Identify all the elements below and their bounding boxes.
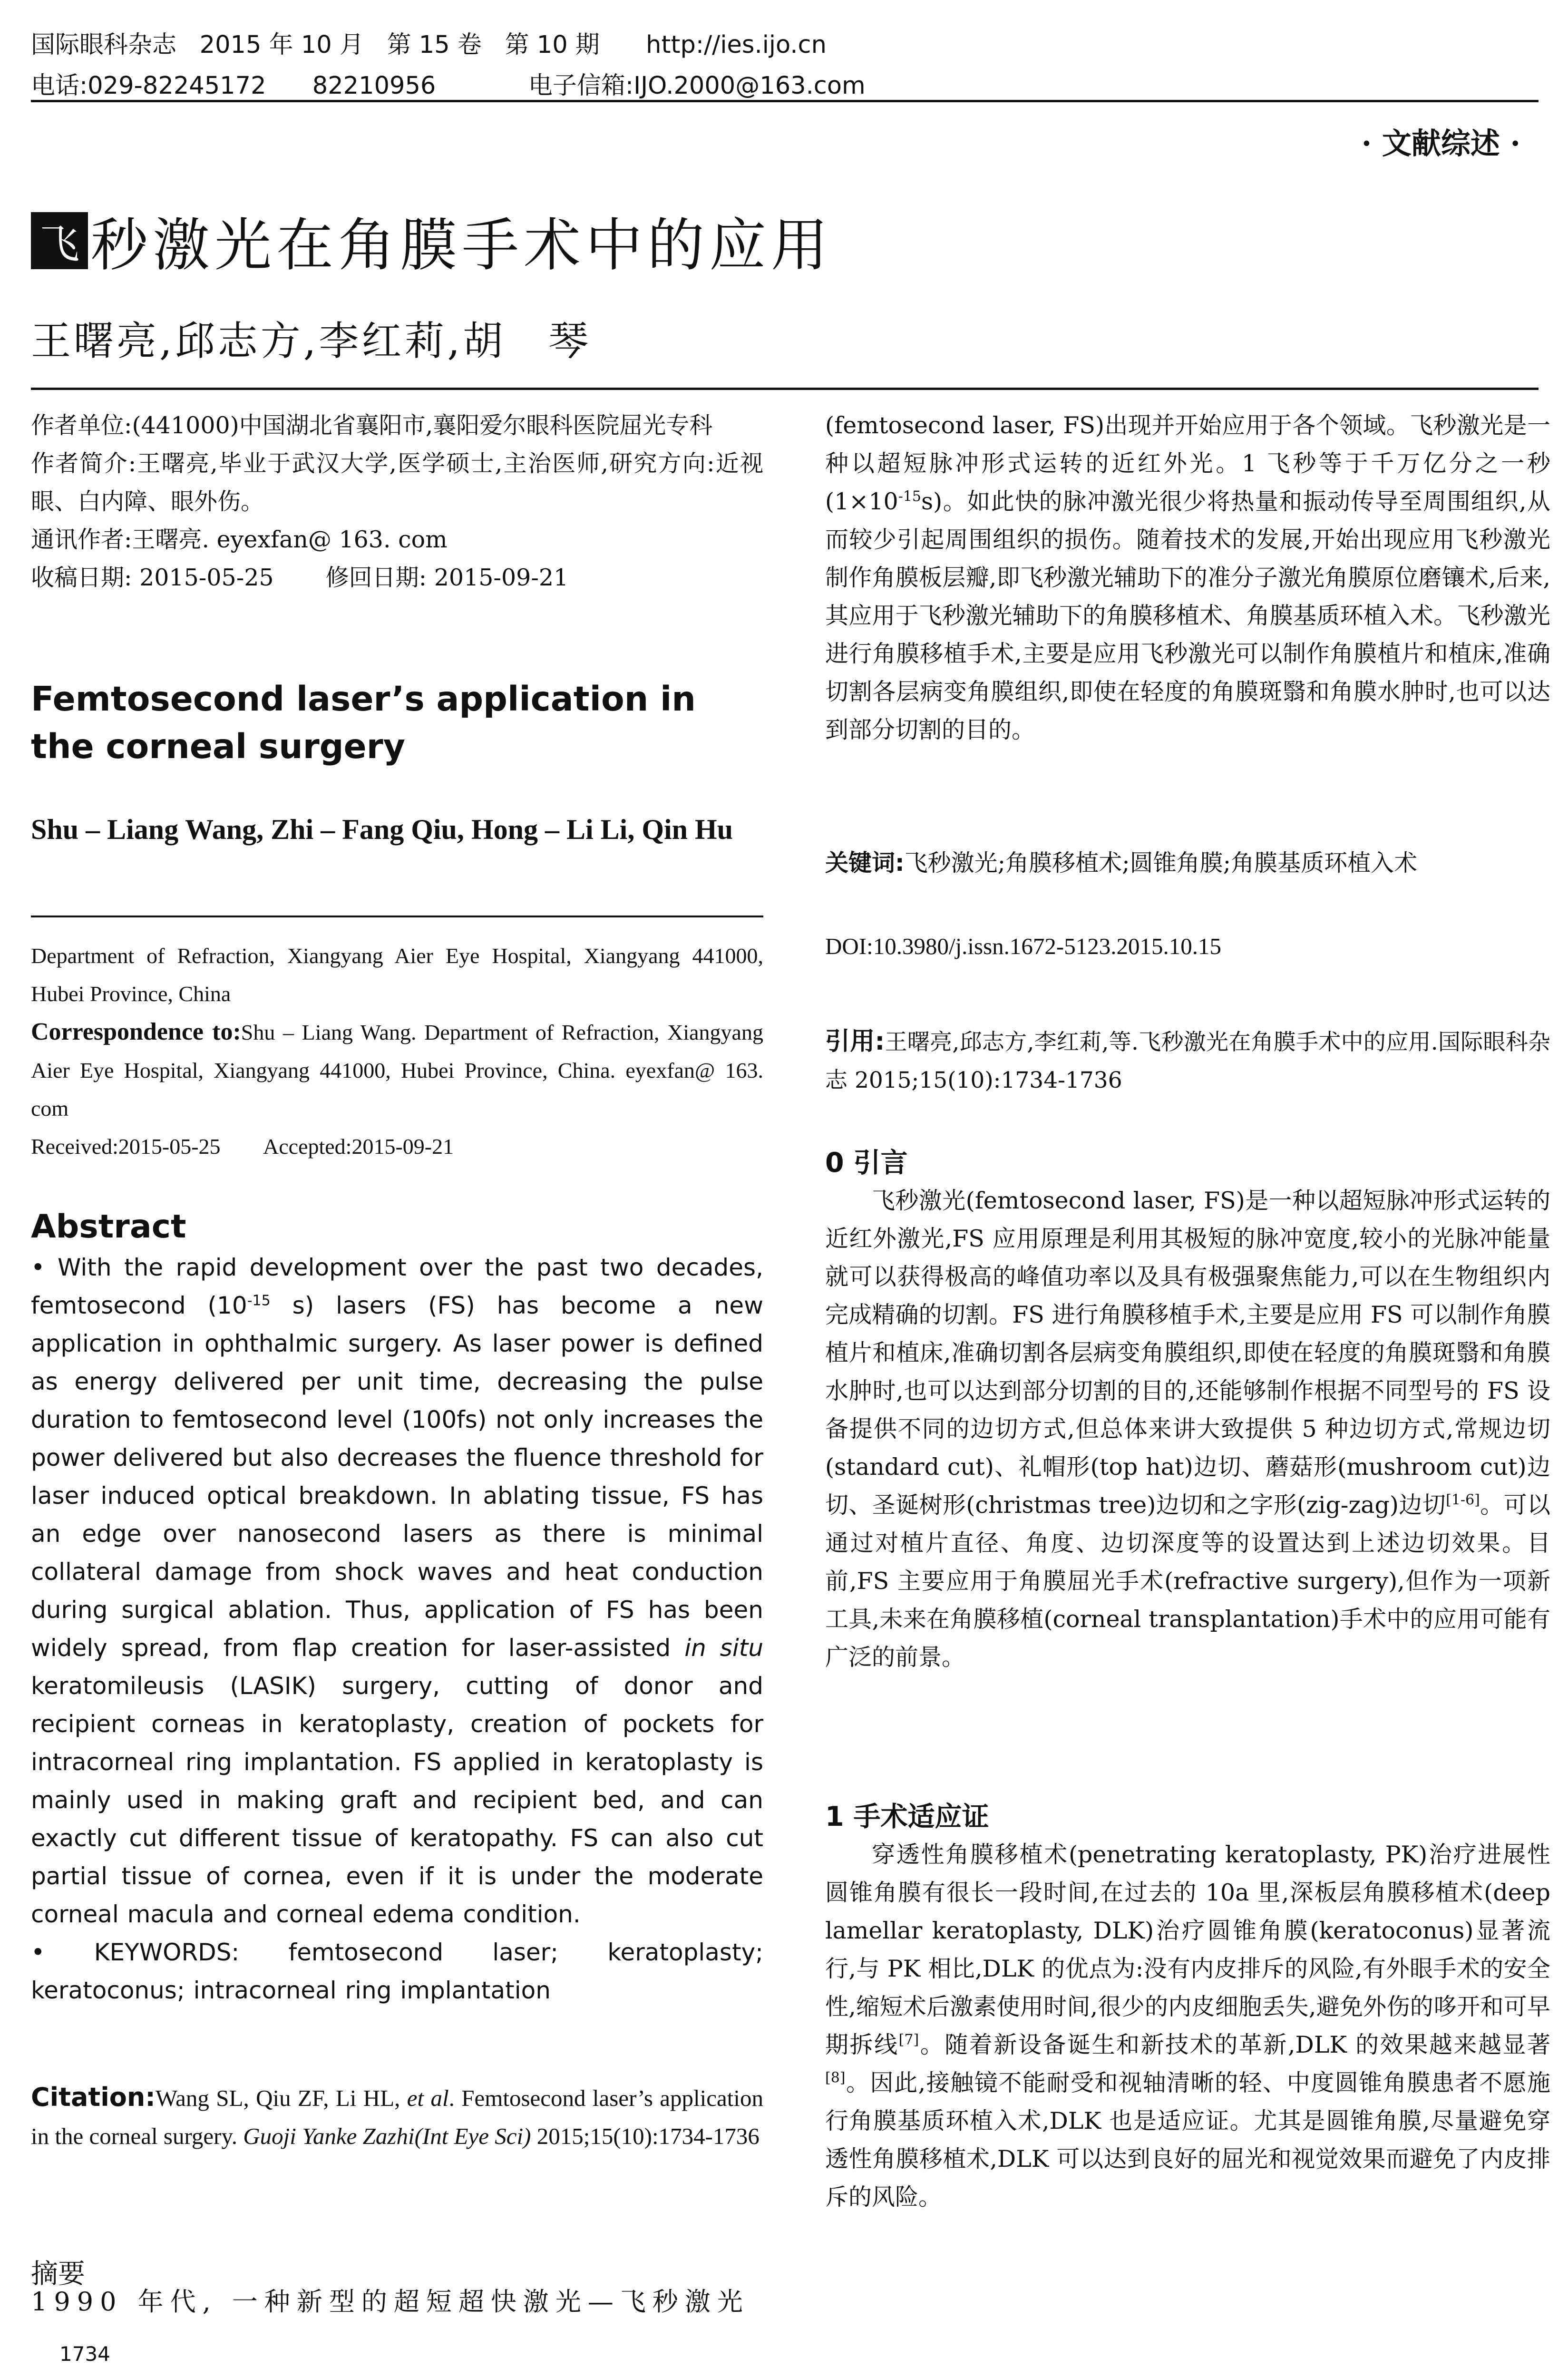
header-rule: [31, 100, 1539, 102]
section-1-heading: 1 手术适应证: [825, 1801, 989, 1832]
authors-rule: [31, 388, 1539, 390]
english-authors: Shu – Liang Wang, Zhi – Fang Qiu, Hong – Li Li, Qin Hu: [31, 814, 733, 845]
authors-chinese: 王曙亮,邱志方,李红莉,胡 琴: [31, 318, 592, 364]
received-dates-cn: 收稿日期: 2015-05-25 修回日期: 2015-09-21: [31, 564, 569, 591]
chinese-abstract-part-a: (femtosecond laser, FS)出现并开始应用于各个领域。飞秒激光是一种以超短脉冲形式运转的近红外光。1 飞秒等于千万亿分之一秒(1×10: [825, 412, 1550, 515]
section-1-part-a: 穿透性角膜移植术(penetrating keratoplasty, PK)治疗进展性圆锥角膜有很长一段时间,在过去的 10a 里,深板层角膜移植术(deep lamellar keratoplasty, DLK)治疗圆锥角膜(keratoconus)显著流行,与 PK 相比,DLK 的优点为:没有内皮排斥的风险,有外眼手术的安全性,缩短术后激素使用时间,很少的内皮细胞丢失,避免外伤的哆开和可早期拆线: [825, 1841, 1550, 2058]
chinese-keywords: [825, 844, 1550, 882]
chinese-citation: [825, 1023, 1550, 1100]
citation-journal: Guoji Yanke Zazhi(Int Eye Sci): [243, 2123, 531, 2149]
author-bio: 作者简介:王曙亮,毕业于武汉大学,医学硕士,主治医师,研究方向:近视眼、白内障、眼外伤。: [31, 450, 763, 515]
chinese-abstract-text: [825, 407, 1550, 749]
keywords-text: 飞秒激光;角膜移植术;圆锥角膜;角膜基质环植入术: [904, 849, 1418, 877]
english-title: Femtosecond laser’s application in the corneal surgery: [31, 679, 696, 766]
section-1-part-c: 。因此,接触镜不能耐受和视轴清晰的轻、中度圆锥角膜患者不愿施行角膜基质环植入术,DLK 也是适应证。尤其是圆锥角膜,尽量避免穿透性角膜移植术,DLK 可以达到良好的屈光和视觉效果而避免了内皮排斥的风险。: [825, 2069, 1550, 2211]
section-introduction: [825, 1144, 1550, 1676]
abstract-text: [31, 1248, 763, 1933]
cite-label: 引用:: [825, 1027, 885, 1056]
doi: DOI:10.3980/j.issn.1672-5123.2015.10.15: [825, 933, 1221, 959]
chinese-abstract-part-b: s)。如此快的脉冲激光很少将热量和振动传导至周围组织,从而较少引起周围组织的损伤。随着技术的发展,开始出现应用飞秒激光制作角膜板层瓣,即飞秒激光辅助下的准分子激光角膜原位磨镶术,后来,其应用于飞秒激光辅助下的角膜移植术、角膜基质环植入术。飞秒激光进行角膜移植手术,主要是应用飞秒激光可以制作角膜植片和植床,准确切割各层病变角膜组织,即使在轻度的角膜斑翳和角膜水肿时,也可以达到部分切割的目的。: [825, 488, 1550, 743]
english-affiliation-block: [31, 937, 763, 1166]
abstract-keywords: • KEYWORDS: femtosecond laser; keratoplasty; keratoconus; intracorneal ring implantation: [31, 1939, 763, 2004]
correspondence-label: Correspondence to:: [31, 1018, 241, 1045]
section-0-body: [825, 1182, 1550, 1676]
citation-etal: et al: [407, 2085, 449, 2111]
abstract-body: [31, 1248, 763, 2009]
chinese-abstract-superscript: -15: [898, 488, 922, 505]
section-0-ref: [1-6]: [1446, 1491, 1480, 1509]
chinese-abstract-heading: 摘要: [31, 2258, 85, 2289]
journal-header-line1: 国际眼科杂志 2015 年 10 月 第 15 卷 第 10 期 http://ies.ijo.cn: [31, 31, 827, 59]
english-authors-rule: [31, 916, 763, 917]
affiliation-unit: 作者单位:(441000)中国湖北省襄阳市,襄阳爱尔眼科医院屈光专科: [31, 412, 713, 439]
section-1-ref-7: [7]: [898, 2031, 919, 2048]
citation-part-b: . Femtosecond laser’s application in the corneal surgery.: [31, 2085, 763, 2149]
chinese-abstract-start: 1990 年代, 一种新型的超短超快激光—飞秒激光: [31, 2287, 750, 2317]
article-title: [31, 200, 833, 282]
section-1-part-b: 。随着新设备诞生和新技术的革新,DLK 的效果越来越显著: [919, 2031, 1550, 2058]
corresponding-author: 通讯作者:王曙亮. eyexfan@ 163. com: [31, 526, 448, 553]
citation-part-a: Wang SL, Qiu ZF, Li HL,: [155, 2085, 407, 2111]
section-tag: · 文献综述 ·: [1361, 126, 1520, 161]
citation-part-c: 2015;15(10):1734-1736: [531, 2123, 760, 2149]
correspondence: [31, 1013, 763, 1128]
section-0-heading: 0 引言: [825, 1147, 908, 1179]
abstract-part-c: keratomileusis (LASIK) surgery, cutting of donor and recipient corneas in keratoplasty, creation of pockets for intracorneal ring implantation. FS applied in keratoplasty is mainly used in making graft and recipient bed, and can exactly cut different tissue of keratopathy. FS can also cut partial tissue of cornea, even if it is under the moderate corneal macula and corneal edema condition.: [31, 1672, 763, 1928]
chinese-abstract-continued: [825, 407, 1550, 749]
section-0-part-b: 。可以通过对植片直径、角度、边切深度等的设置达到上述边切效果。目前,FS 主要应用于角膜屈光手术(refractive surgery),但作为一项新工具,未来在角膜移植(corneal transplantation)手术中的应用可能有广泛的前景。: [825, 1491, 1550, 1671]
abstract-heading: Abstract: [31, 1208, 186, 1246]
correspondence-text: Shu – Liang Wang. Department of Refraction, Xiangyang Aier Eye Hospital, Xiangyang 441000, Hubei Province, China. eyexfan@ 163. com: [31, 1020, 763, 1120]
english-affiliation: Department of Refraction, Xiangyang Aier Eye Hospital, Xiangyang 441000, Hubei Province, China: [31, 944, 763, 1006]
title-text: 秒激光在角膜手术中的应用: [91, 213, 833, 279]
citation-label: Citation:: [31, 2082, 156, 2112]
keywords-label: 关键词:: [825, 849, 905, 877]
abstract-part-b: s) lasers (FS) has become a new application in ophthalmic surgery. As laser power is defined as energy delivered per unit time, decreasing the pulse duration to femtosecond level (100fs) not only increases the power delivered but also decreases the fluence threshold for laser induced optical breakdown. In ablating tissue, FS has an edge over nanosecond lasers as there is minimal collateral damage from shock waves and heat conduction during surgical ablation. Thus, application of FS has been widely spread, from flap creation for laser-assisted: [31, 1292, 763, 1662]
abstract-italic: in situ: [684, 1634, 764, 1662]
left-affiliation-block: [31, 407, 763, 597]
section-1-ref-8: [8]: [825, 2069, 846, 2086]
section-1-body: [825, 1836, 1550, 2216]
section-indications: [825, 1798, 1550, 2216]
abstract-superscript: -15: [247, 1292, 271, 1309]
cite-text: 王曙亮,邱志方,李红莉,等.飞秒激光在角膜手术中的应用.国际眼科杂志 2015;15(10):1734-1736: [825, 1029, 1550, 1093]
abstract-part-a: • With the rapid development over the past two decades, femtosecond (10: [31, 1254, 763, 1319]
journal-header-line2: 电话:029-82245172 82210956 电子信箱:IJO.2000@163.com: [31, 72, 866, 100]
section-0-part-a: 飞秒激光(femtosecond laser, FS)是一种以超短脉冲形式运转的近红外激光,FS 应用原理是利用其极短的脉冲宽度,较小的光脉冲能量就可以获得极高的峰值功率以及具有极强聚焦能力,可以在生物组织内完成精确的切割。FS 进行角膜移植手术,主要是应用 FS 可以制作角膜植片和植床,准确切割各层病变角膜组织,即使在轻度的角膜斑翳和角膜水肿时,也可以达到部分切割的目的,还能够制作根据不同型号的 FS 设备提供不同的边切方式,但总体来讲大致提供 5 种边切方式,常规边切(standard cut)、礼帽形(top hat)边切、蘑菇形(mushroom cut)边切、圣诞树形(christmas tree)边切和之字形(zig-zag)边切: [825, 1187, 1550, 1519]
page-number: 1734: [59, 2342, 110, 2366]
title-drop-cap: 飞: [31, 212, 88, 269]
received-dates-en: Received:2015-05-25 Accepted:2015-09-21: [31, 1134, 454, 1159]
english-citation: [31, 2078, 763, 2155]
